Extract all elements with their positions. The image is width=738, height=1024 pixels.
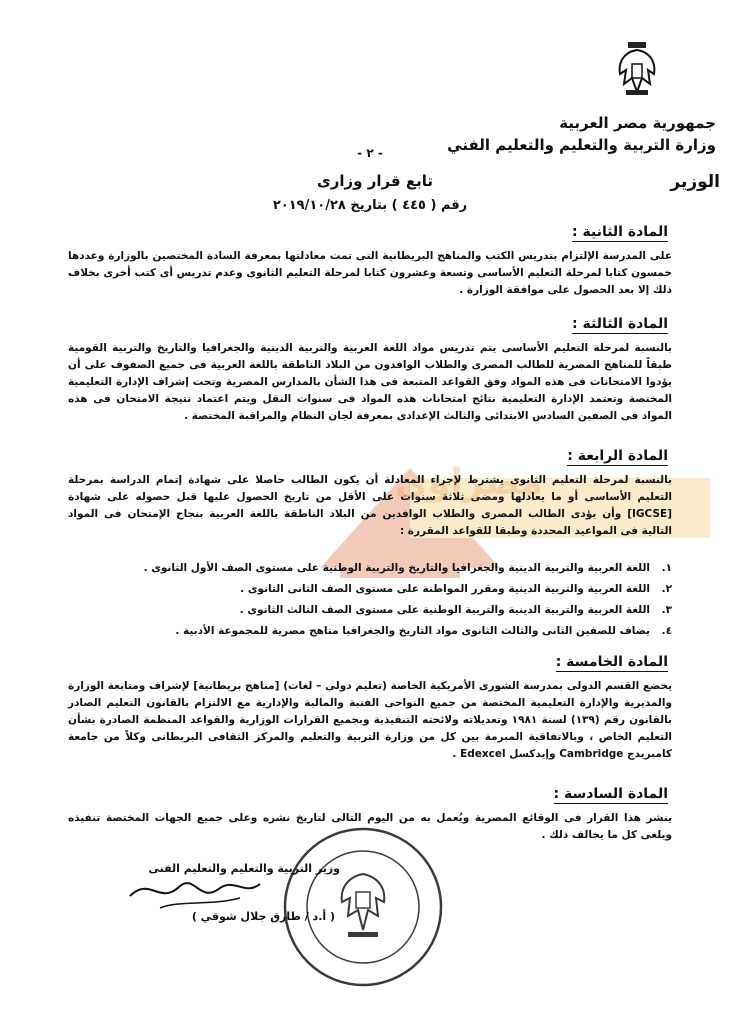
article-heading: المادة السادسة : (553, 786, 668, 802)
article-heading: المادة الرابعة : (567, 448, 668, 464)
page-number: - ٢ - (357, 146, 383, 160)
ministry-name: وزارة التربية والتعليم والتعليم الفني (447, 136, 716, 154)
list-number: ٢. (661, 583, 672, 595)
article-heading: المادة الخامسة : (555, 654, 668, 670)
signature-title: وزير التربية والتعليم والتعليم الفنى (148, 862, 340, 875)
minister-label: الوزير (670, 172, 720, 192)
list-item-text: اللغة العربية والتربية الدينية والجغرافيا والتاريخ والتربية الوطنية على مستوى الصف الأول الثانوى . (143, 562, 650, 574)
country-name: جمهورية مصر العربية (559, 114, 716, 132)
article-heading: المادة الثالثة : (572, 316, 668, 332)
list-item-text: اللغة العربية والتربية الدينية والتربية الوطنية على مستوى الصف الثالث الثانوى . (239, 604, 650, 616)
handwritten-signature (120, 866, 270, 916)
decree-title: تابع قرار وزارى (316, 172, 433, 190)
requirements-list (68, 558, 672, 642)
list-item (68, 579, 672, 600)
list-number: ٤. (661, 625, 672, 637)
list-number: ٣. (661, 604, 672, 616)
list-number: ١. (661, 562, 672, 574)
list-item (68, 558, 672, 579)
article-heading: المادة الثانية : (572, 224, 668, 240)
list-item (68, 600, 672, 621)
list-item-text: يضاف للصفين الثانى والثالث الثانوى مواد التاريخ والجغرافيا مناهج مصرية للمجموعة الأدبية . (175, 625, 650, 637)
list-item (68, 621, 672, 642)
official-stamp (278, 822, 448, 992)
ministry-header (447, 112, 716, 156)
article-text: يخضع القسم الدولى بمدرسة الشورى الأمريكية الخاصة (تعليم دولى – لغات) [مناهج بريطانية] لإشراف ومتابعة الوزارة والمديرية والإدارة التعليمية المختصة من جميع النواحى الفنية والمالية والإدارية مع الالتزام بالقانون التعليم الصادر بالقانون رقم (١٣٩) لسنة ١٩٨١ وتعديلاته ولائحته التنفيذية وبجميع القرارات الوزارية والقواعد المنظمة الصادرة بشأن التعليم الخاص ، وبالاتفاقية المبرمة بين كل من وزارة التربية والتعليم والمركز الثقافى البريطانى وكلاً من جامعة كامبريدج Cambridge وإيدكسل Edexcel . (68, 680, 672, 760)
minister-name: ( أ.د / طارق جلال شوقي ) (191, 910, 335, 923)
article-text: بالنسبة لمرحلة التعليم الثانوى يشترط لإجراء المعادلة أن يكون الطالب حاصلا على شهادة إتمام الدراسة بمرحلة التعليم الأساسى أو ما يعادلها ومضى ثلاثة سنوات على الأقل من تاريخ الحصول عليها قبل حصوله على شهادة [IGCSE] وأن يؤدى الطالب المصرى والطلاب الوافدين من البلاد الناطقة باللغة العربية بنجاح الإمتحان فى المواد التالية فى المواعيد المحددة وطبقا للقواعد المقررة : (68, 474, 672, 537)
article-text: على المدرسة الإلتزام بتدريس الكتب والمناهج البريطانية التى تمت معادلتها بمعرفة السادة المختصين بالوزارة وعددها خمسون كتابا لمرحلة التعليم الأساسى وتسعة وعشرون كتابا لمرحلة التعليم الثانوى وعدم تدريس أى كتب أخرى بخلاف ذلك إلا بعد الحصول على موافقة الوزارة . (68, 250, 672, 296)
eagle-emblem-icon (612, 40, 662, 98)
decree-number: رقم ( ٤٤٥ ) بتاريخ ٢٠١٩/١٠/٢٨ (272, 198, 468, 213)
watermark-text: مصراوى (395, 462, 543, 503)
list-item-text: اللغة العربية والتربية الدينية ومقرر المواطنة على مستوى الصف الثانى الثانوى . (240, 583, 650, 595)
article-text: بالنسبة لمرحلة التعليم الأساسى يتم تدريس مواد اللغة العربية والتربية الدينية والجغرافيا والتاريخ والتربية القومية طبقاً للمناهج المصرية للطالب المصرى والطلاب الوافدون من البلاد الناطقة باللغة العربية فى جميع الصفوف على أن يؤدوا الامتحانات فى هذه المواد وفق القواعد المتبعة فى هذا الشأن بالمدارس المصرية وتحت إشراف الإدارة التعليمية المختصة وتعتمد الإدارة التعليمية نتائج امتحانات هذه المواد فى سنوات النقل ويتم اعتماد نتيجة الامتحان فى هذه المواد فى الصفين السادس الابتدائى والثالث الإعدادى بمعرفة لجان النظام والمراقبة المختصة . (68, 342, 672, 422)
article-text: ينشر هذا القرار فى الوقائع المصرية ويُعمل به من اليوم التالى لتاريخ نشره وعلى جميع الجهات المختصة تنفيذه ويلغى كل ما يخالف ذلك . (68, 812, 672, 841)
